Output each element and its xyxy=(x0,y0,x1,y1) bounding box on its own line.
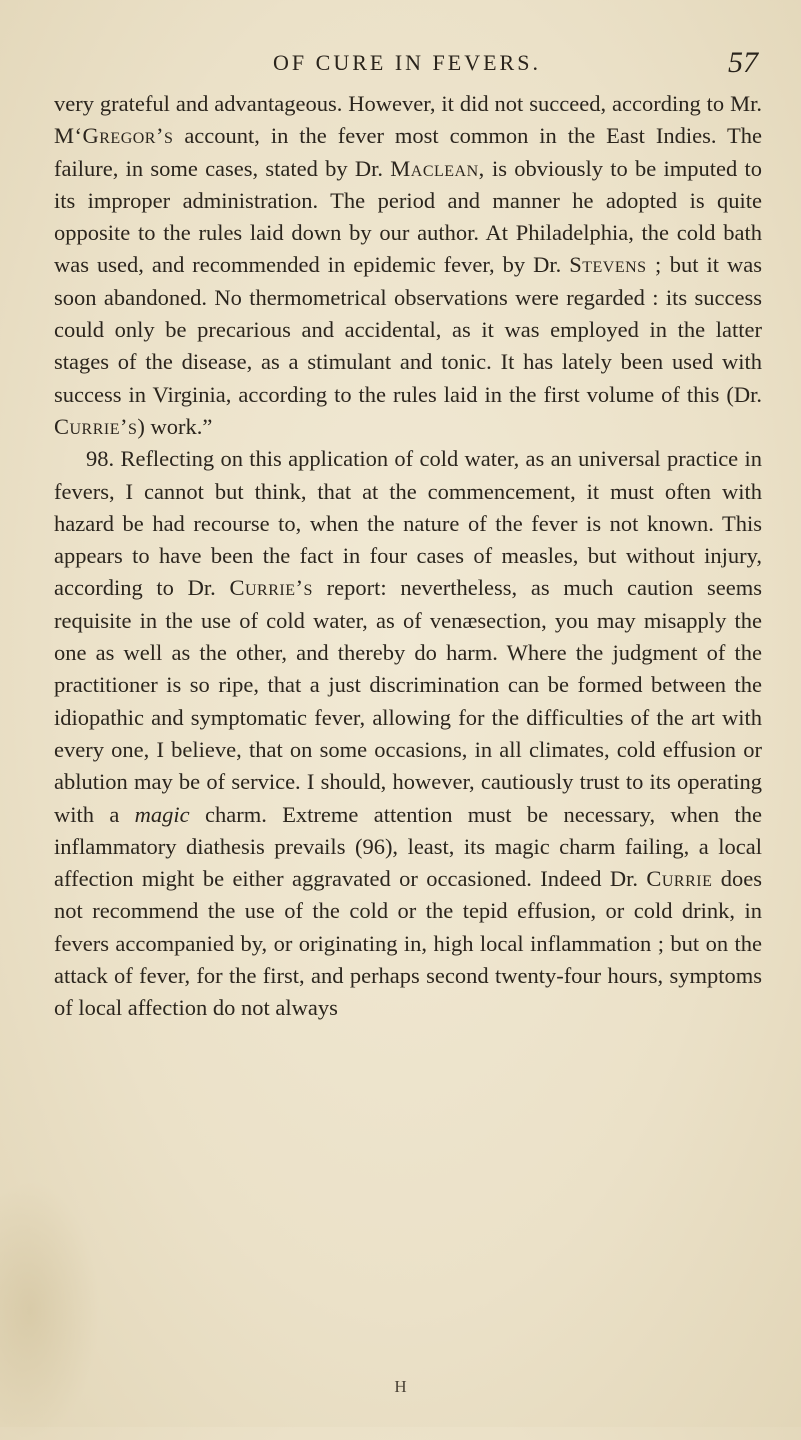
author-name-currie: Currie xyxy=(646,866,713,892)
paragraph-1-text-2: account, in the fever most common in the East Indies. The failure, in some cases, stated by Dr. xyxy=(54,123,762,181)
paragraph-2-text-2: report: nevertheless, as much caution seems requisite in the use of cold water, as of venæsection, you may misapply the one as well as the other, and thereby do harm. Where the judgment of the practitioner is so ripe, that a just discrimination can be formed between the idiopathic and symptomatic fever, allowing for the difficulties of the art with every one, I believe, that on some occasions, in all climates, cold effusion or ablution may be of service. I should, however, cautiously trust to its operating with a xyxy=(54,575,762,827)
running-title: OF CURE IN FEVERS. xyxy=(273,50,541,75)
running-head xyxy=(54,46,760,86)
paragraph-1-text-4: but it was soon abandoned. No thermometrical observations were regarded : its success could only be precarious and accidental, as it was employed in the latter stages of the disease, as a stimulant and tonic. It has lately been used with success in Virginia, according to the rules laid in the first volume of this (Dr. xyxy=(54,252,763,407)
paragraph-1-text-5: ) work.” xyxy=(137,413,213,439)
paragraph-2 xyxy=(54,443,762,1024)
author-name-maclean: Maclean, xyxy=(390,155,485,181)
body-text xyxy=(54,88,762,1025)
paragraph-2-text-4: does not recommend the use of the cold or the tepid effusion, or cold drink, in fevers accompanied by, or originating in, high local inflammation ; but on the attack of fever, for the first, and perhaps second twenty-four hours, symptoms of local affection do not always xyxy=(54,866,762,1021)
signature-mark: H xyxy=(394,1377,407,1396)
paragraph-1-text-1: very grateful and advantageous. However, it did not succeed, according to Mr. xyxy=(54,91,762,116)
paper-stain xyxy=(0,1180,100,1440)
paragraph-1-text-3: is obviously to be imputed to its improper administration. The period and manner he adopted is quite opposite to the rules laid down by our author. At Philadelphia, the cold bath was used, and recommended in epidemic fever, by Dr. xyxy=(54,155,762,278)
paragraph-2-text-3: charm. Extreme attention must be necessary, when the inflammatory diathesis prevails (96), least, its magic charm failing, a local affection might be either aggravated or occasioned. Indeed Dr. xyxy=(54,801,762,892)
author-name-currie: Currie’s xyxy=(54,413,138,439)
author-name-stevens: Stevens ; xyxy=(569,252,662,278)
italic-word-magic: magic xyxy=(134,801,190,827)
author-name-mgregor: M‘Gregor’s xyxy=(54,123,174,149)
page-number: 57 xyxy=(728,46,758,79)
author-name-currie: Currie’s xyxy=(229,575,313,601)
paragraph-2-text-1: 98. Reflecting on this application of cold water, as an universal practice in fevers, I cannot but think, that at the commencement, it must often with hazard be had recourse to, when the nature of the fever is not known. This appears to have been the fact in four cases of measles, but without injury, according to Dr. xyxy=(54,446,762,601)
paragraph-1 xyxy=(54,88,762,443)
